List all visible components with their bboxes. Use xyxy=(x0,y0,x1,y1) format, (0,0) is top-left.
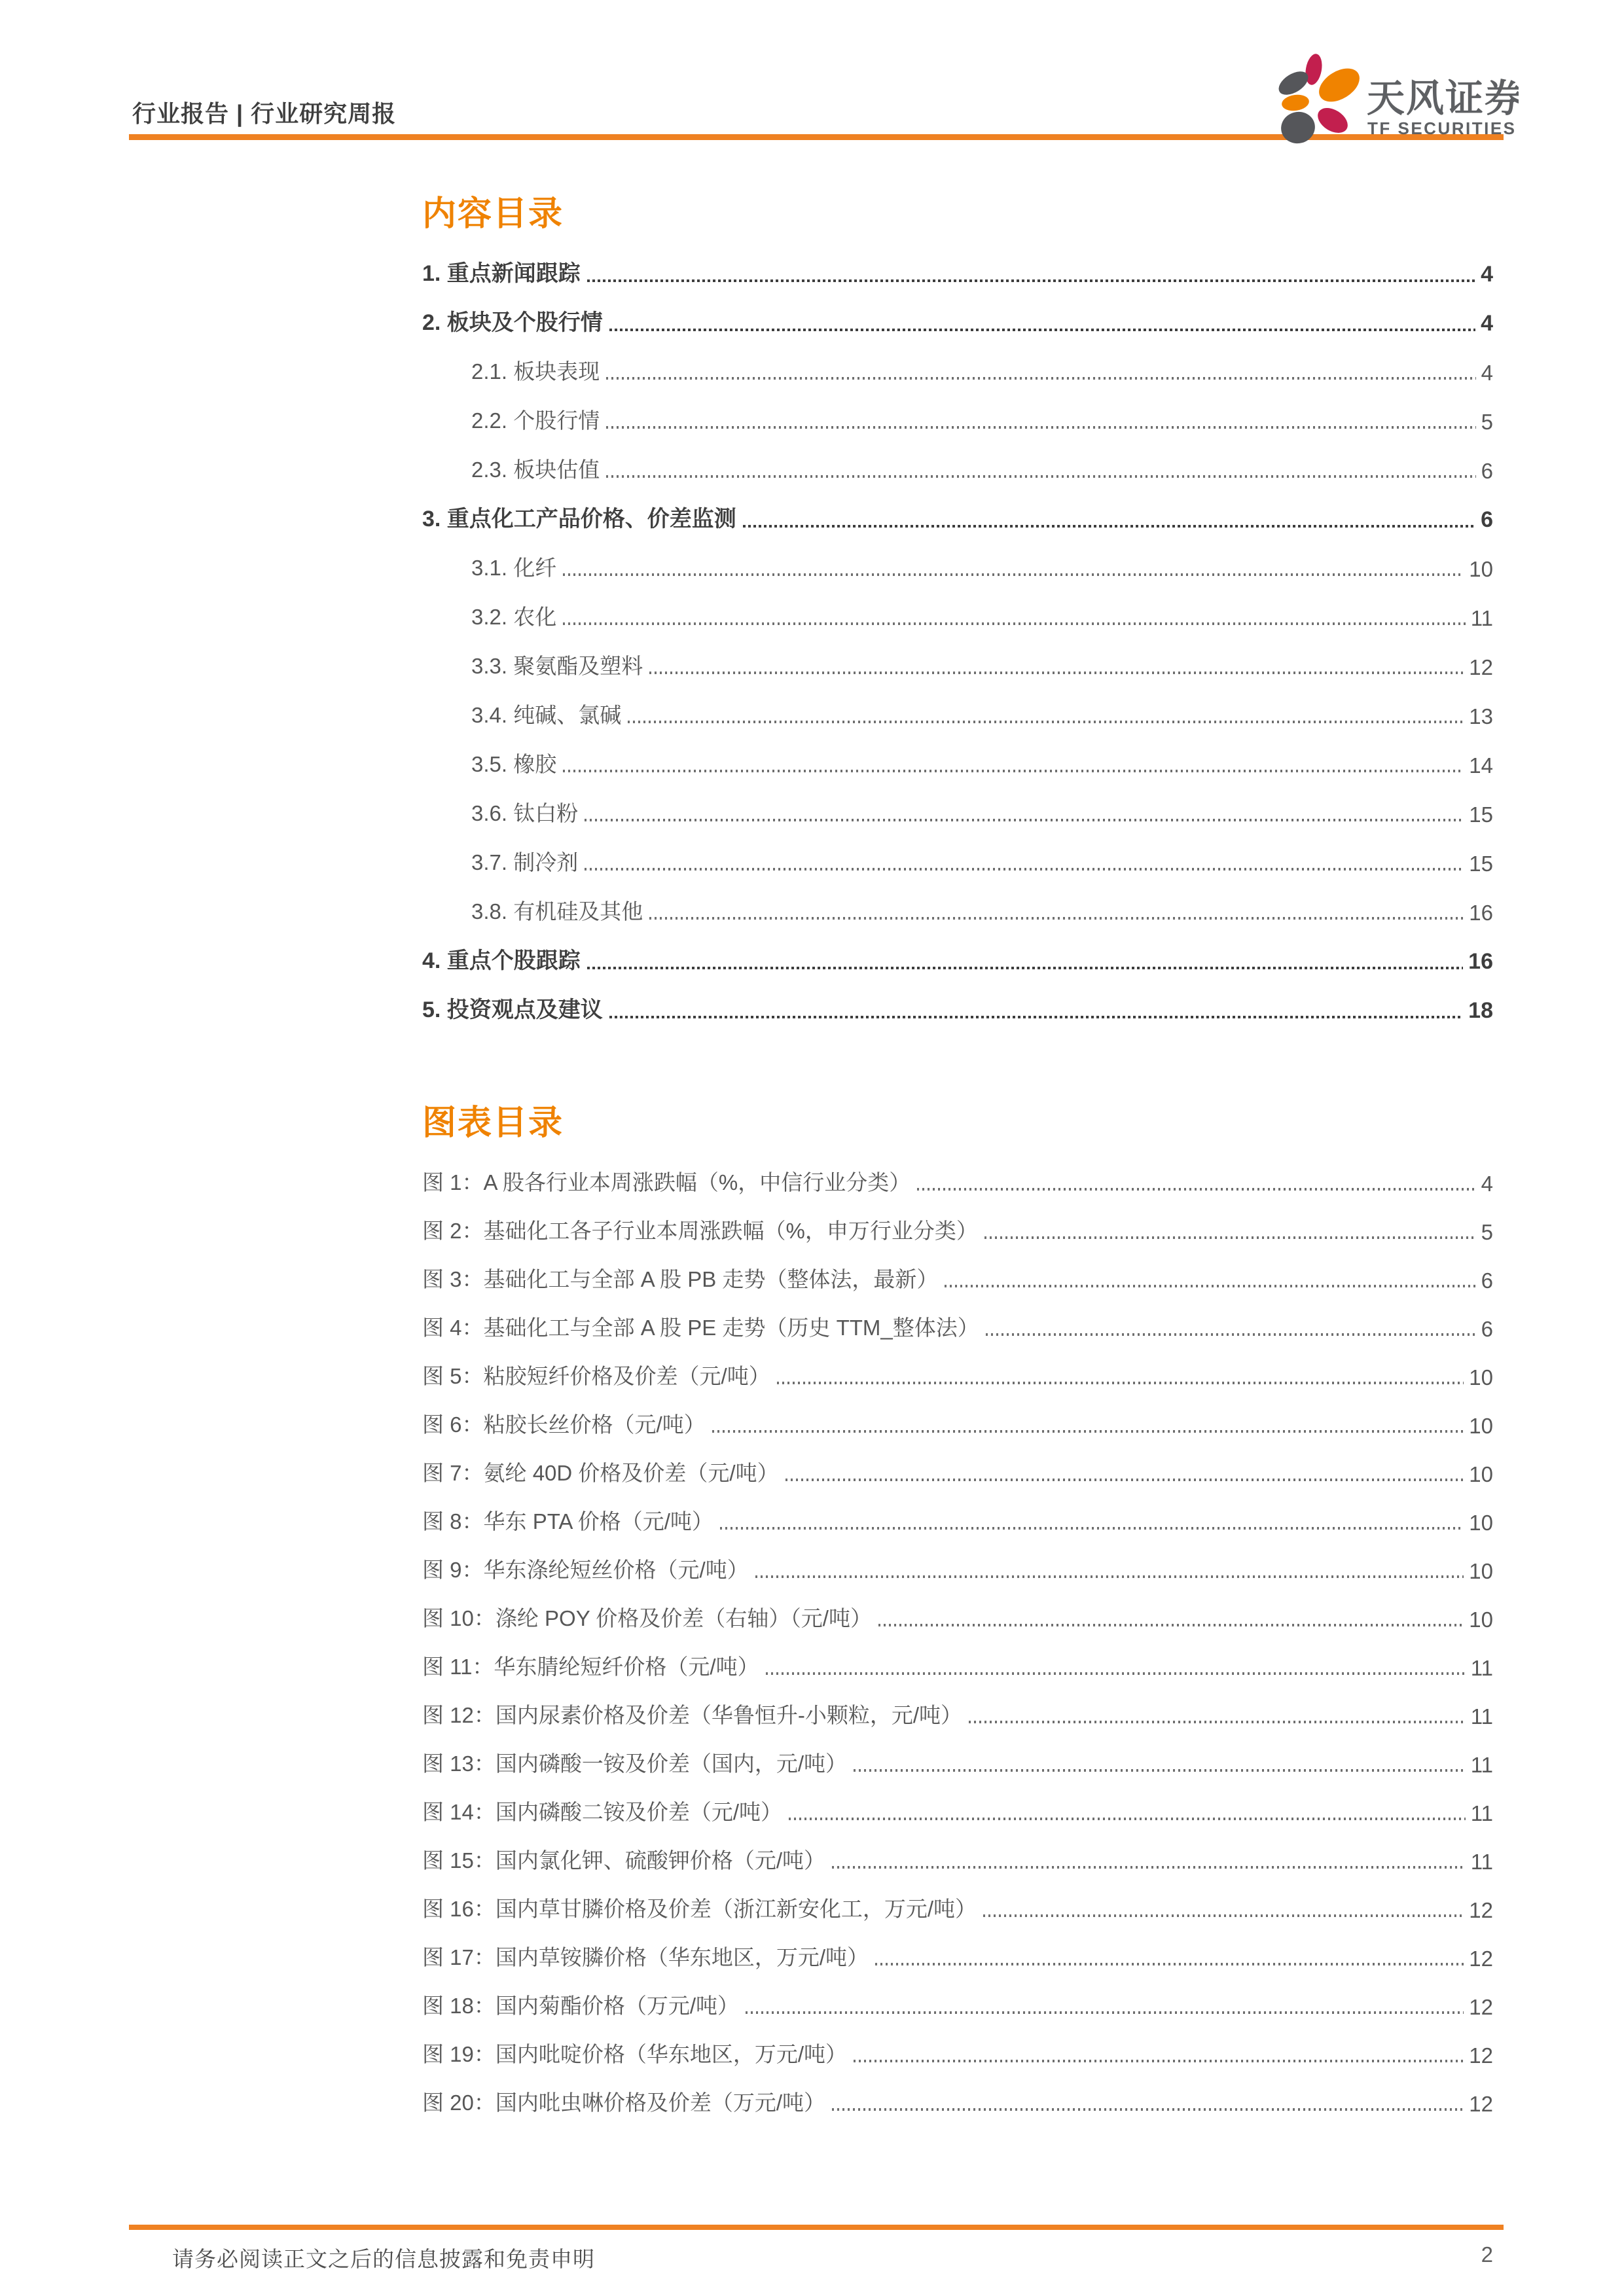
dot-leader xyxy=(649,672,1464,674)
figure-entry[interactable] xyxy=(422,1789,1493,1838)
toc-entry[interactable] xyxy=(422,348,1493,397)
figure-entry-page: 11 xyxy=(1470,1801,1493,1825)
toc-entry-label: 3.6. 钛白粉 xyxy=(471,801,579,826)
toc-entry-label: 2.1. 板块表现 xyxy=(471,359,600,384)
dot-leader xyxy=(854,2060,1464,2062)
breadcrumb: 行业报告 | 行业研究周报 xyxy=(132,100,397,127)
figure-entry-page: 6 xyxy=(1481,1316,1493,1341)
toc-entry-label: 3.4. 纯碱、氯碱 xyxy=(471,703,622,728)
dot-leader xyxy=(563,770,1464,772)
dot-leader xyxy=(720,1527,1464,1530)
toc-entry[interactable] xyxy=(422,643,1493,692)
figure-entry-label: 图 1：A 股各行业本周涨跌幅（%，中信行业分类） xyxy=(422,1170,911,1194)
figure-entry-label: 图 12：国内尿素价格及价差（华鲁恒升-小颗粒，元/吨） xyxy=(422,1702,963,1727)
toc-entry[interactable] xyxy=(422,986,1493,1035)
toc-entry-label: 2.3. 板块估值 xyxy=(471,457,600,482)
figure-entry-page: 4 xyxy=(1481,1171,1493,1196)
toc-entry-label: 2.2. 个股行情 xyxy=(471,408,600,433)
toc-entry-page: 11 xyxy=(1470,606,1493,631)
figure-entry-page: 12 xyxy=(1469,1897,1493,1922)
figure-entry[interactable] xyxy=(422,1257,1493,1305)
figure-entry-page: 10 xyxy=(1469,1413,1493,1438)
figure-entry-label: 图 10：涤纶 POY 价格及价差（右轴）（元/吨） xyxy=(422,1605,872,1630)
dot-leader xyxy=(777,1382,1464,1384)
toc-entry-page: 5 xyxy=(1481,410,1493,435)
figure-entry-label: 图 3：基础化工与全部 A 股 PB 走势（整体法，最新） xyxy=(422,1266,939,1291)
figure-list xyxy=(422,1103,1493,2128)
dot-leader xyxy=(789,1818,1466,1820)
toc-entry-page: 4 xyxy=(1481,361,1493,386)
toc-entry[interactable] xyxy=(422,790,1493,839)
toc-entry[interactable] xyxy=(422,937,1493,986)
dot-leader xyxy=(712,1430,1464,1433)
toc-entry-page: 15 xyxy=(1469,852,1493,876)
toc-entry-label: 3.5. 橡胶 xyxy=(471,752,557,777)
toc-entry-page: 16 xyxy=(1469,901,1493,925)
toc-entry-page: 4 xyxy=(1481,311,1493,336)
figure-entry-page: 10 xyxy=(1469,1510,1493,1535)
toc-entry-label: 3.3. 聚氨酯及塑料 xyxy=(471,654,643,679)
figure-entry-page: 10 xyxy=(1469,1365,1493,1390)
footer-disclaimer: 请务必阅读正文之后的信息披露和免责申明 xyxy=(172,2247,595,2271)
figure-entry-label: 图 11：华东腈纶短纤价格（元/吨） xyxy=(422,1654,759,1679)
figure-entry-label: 图 8：华东 PTA 价格（元/吨） xyxy=(422,1509,713,1534)
toc-entry-label: 1. 重点新闻跟踪 xyxy=(422,261,581,287)
toc-entry-label: 3.8. 有机硅及其他 xyxy=(471,899,643,924)
figure-entry[interactable] xyxy=(422,1450,1493,1499)
figure-entry[interactable] xyxy=(422,1693,1493,1741)
figure-entry[interactable] xyxy=(422,1305,1493,1354)
toc-entry-page: 18 xyxy=(1468,998,1493,1024)
toc-entry-page: 13 xyxy=(1469,704,1493,729)
figure-entry[interactable] xyxy=(422,1838,1493,1886)
footer-page-number: 2 xyxy=(1481,2242,1493,2267)
toc-entry[interactable] xyxy=(422,888,1493,937)
dot-leader xyxy=(587,279,1475,282)
figure-entry[interactable] xyxy=(422,2080,1493,2128)
dot-leader xyxy=(585,868,1464,870)
dot-leader xyxy=(585,819,1464,821)
dot-leader xyxy=(609,1016,1463,1018)
toc-entry-label: 3.1. 化纤 xyxy=(471,556,557,581)
figure-entry-label: 图 19：国内吡啶价格（华东地区，万元/吨） xyxy=(422,2041,848,2066)
figure-entry-label: 图 4：基础化工与全部 A 股 PE 走势（历史 TTM_整体法） xyxy=(422,1315,979,1340)
toc-entry-page: 14 xyxy=(1469,753,1493,778)
figure-entry-label: 图 18：国内菊酯价格（万元/吨） xyxy=(422,1993,740,2018)
toc-entry-page: 16 xyxy=(1468,949,1493,975)
toc-entry-label: 4. 重点个股跟踪 xyxy=(422,948,581,974)
dot-leader xyxy=(984,1236,1476,1239)
toc-entry[interactable] xyxy=(422,299,1493,348)
dot-leader xyxy=(917,1188,1475,1191)
footer-divider xyxy=(129,2225,1504,2230)
toc-entry-label: 2. 板块及个股行情 xyxy=(422,310,603,336)
dot-leader xyxy=(606,426,1475,429)
figure-entry-page: 10 xyxy=(1469,1558,1493,1583)
dot-leader xyxy=(766,1672,1466,1675)
toc-entry[interactable] xyxy=(422,495,1493,545)
dot-leader xyxy=(609,329,1475,331)
figure-entry[interactable] xyxy=(422,1596,1493,1644)
dot-leader xyxy=(832,1866,1466,1869)
figure-entry-label: 图 20：国内吡虫啉价格及价差（万元/吨） xyxy=(422,2090,826,2115)
figure-entry[interactable] xyxy=(422,1983,1493,2032)
logo-text-cn: 天风证券 xyxy=(1367,77,1519,120)
figure-entry-label: 图 5：粘胶短纤价格及价差（元/吨） xyxy=(422,1363,770,1388)
figure-entry-page: 12 xyxy=(1469,1994,1493,2019)
dot-leader xyxy=(969,1721,1466,1723)
toc-entry-page: 4 xyxy=(1481,262,1493,287)
dot-leader xyxy=(875,1963,1464,1965)
figure-entry[interactable] xyxy=(422,1160,1493,1208)
figure-entry-page: 11 xyxy=(1470,1704,1493,1729)
figure-entry[interactable] xyxy=(422,1935,1493,1983)
figure-entry-label: 图 7：氨纶 40D 价格及价差（元/吨） xyxy=(422,1460,779,1485)
figure-entry-page: 11 xyxy=(1470,1752,1493,1777)
figure-entry-page: 12 xyxy=(1469,2091,1493,2116)
figure-entry-page: 10 xyxy=(1469,1462,1493,1486)
figure-entry-page: 12 xyxy=(1469,2043,1493,2068)
figure-entry-label: 图 2：基础化工各子行业本周涨跌幅（%，申万行业分类） xyxy=(422,1218,978,1243)
dot-leader xyxy=(563,573,1464,576)
toc-entry-label: 5. 投资观点及建议 xyxy=(422,997,603,1023)
dot-leader xyxy=(878,1624,1464,1626)
toc-entry[interactable] xyxy=(422,545,1493,594)
toc-entry-page: 15 xyxy=(1469,802,1493,827)
figure-entry[interactable] xyxy=(422,1741,1493,1789)
toc-title: 内容目录 xyxy=(422,195,564,233)
table-of-contents xyxy=(422,194,1493,2128)
figure-entry-page: 5 xyxy=(1481,1219,1493,1244)
toc-entry[interactable] xyxy=(422,741,1493,790)
figure-entry[interactable] xyxy=(422,1547,1493,1596)
toc-entry-page: 6 xyxy=(1481,507,1493,533)
figure-entry[interactable] xyxy=(422,2032,1493,2080)
figure-entry[interactable] xyxy=(422,1354,1493,1402)
dot-leader xyxy=(945,1285,1475,1287)
tf-securities-logo xyxy=(1218,45,1519,152)
toc-entry[interactable] xyxy=(422,594,1493,643)
figure-entry-label: 图 15：国内氯化钾、硫酸钾价格（元/吨） xyxy=(422,1848,826,1873)
toc-entry-page: 12 xyxy=(1469,655,1493,680)
toc-entry-page: 10 xyxy=(1469,557,1493,582)
figure-entry-page: 10 xyxy=(1469,1607,1493,1632)
figure-entry-page: 6 xyxy=(1481,1268,1493,1293)
figure-entry-page: 12 xyxy=(1469,1946,1493,1971)
figure-entry[interactable] xyxy=(422,1886,1493,1935)
toc-entry-page: 6 xyxy=(1481,459,1493,484)
toc-entry[interactable] xyxy=(422,397,1493,446)
dot-leader xyxy=(746,2011,1464,2014)
toc-entry-label: 3.7. 制冷剂 xyxy=(471,850,579,875)
dot-leader xyxy=(832,2108,1464,2111)
toc-entry[interactable] xyxy=(422,692,1493,741)
dot-leader xyxy=(785,1479,1464,1481)
logo-flower-icon xyxy=(1218,45,1519,149)
dot-leader xyxy=(628,721,1464,723)
dot-leader xyxy=(606,475,1475,478)
toc-entry[interactable] xyxy=(422,446,1493,495)
figure-entry[interactable] xyxy=(422,1644,1493,1693)
dot-leader xyxy=(755,1575,1464,1578)
dot-leader xyxy=(986,1333,1476,1336)
dot-leader xyxy=(606,377,1475,380)
figure-entry-label: 图 13：国内磷酸一铵及价差（国内，元/吨） xyxy=(422,1751,848,1776)
toc-entry[interactable] xyxy=(422,250,1493,299)
figure-entry-label: 图 6：粘胶长丝价格（元/吨） xyxy=(422,1412,706,1437)
figure-entry-page: 11 xyxy=(1470,1655,1493,1680)
figure-entry[interactable] xyxy=(422,1402,1493,1450)
figure-entry[interactable] xyxy=(422,1499,1493,1547)
dot-leader xyxy=(983,1914,1464,1917)
figure-entry[interactable] xyxy=(422,1208,1493,1257)
dot-leader xyxy=(854,1769,1466,1772)
figure-entry-label: 图 17：国内草铵膦价格（华东地区，万元/吨） xyxy=(422,1945,869,1969)
figure-entry-label: 图 14：国内磷酸二铵及价差（元/吨） xyxy=(422,1799,783,1824)
toc-entry-label: 3.2. 农化 xyxy=(471,605,557,630)
figure-list-title: 图表目录 xyxy=(422,1104,564,1143)
dot-leader xyxy=(743,525,1475,528)
figure-entry-label: 图 9：华东涤纶短丝价格（元/吨） xyxy=(422,1557,749,1582)
dot-leader xyxy=(649,917,1464,920)
logo-text-en: TF SECURITIES xyxy=(1367,118,1517,138)
toc-entry[interactable] xyxy=(422,839,1493,888)
figure-entry-page: 11 xyxy=(1470,1849,1493,1874)
dot-leader xyxy=(587,967,1463,969)
toc-entry-label: 3. 重点化工产品价格、价差监测 xyxy=(422,507,736,532)
figure-entry-label: 图 16：国内草甘膦价格及价差（浙江新安化工，万元/吨） xyxy=(422,1896,977,1921)
dot-leader xyxy=(563,622,1466,625)
